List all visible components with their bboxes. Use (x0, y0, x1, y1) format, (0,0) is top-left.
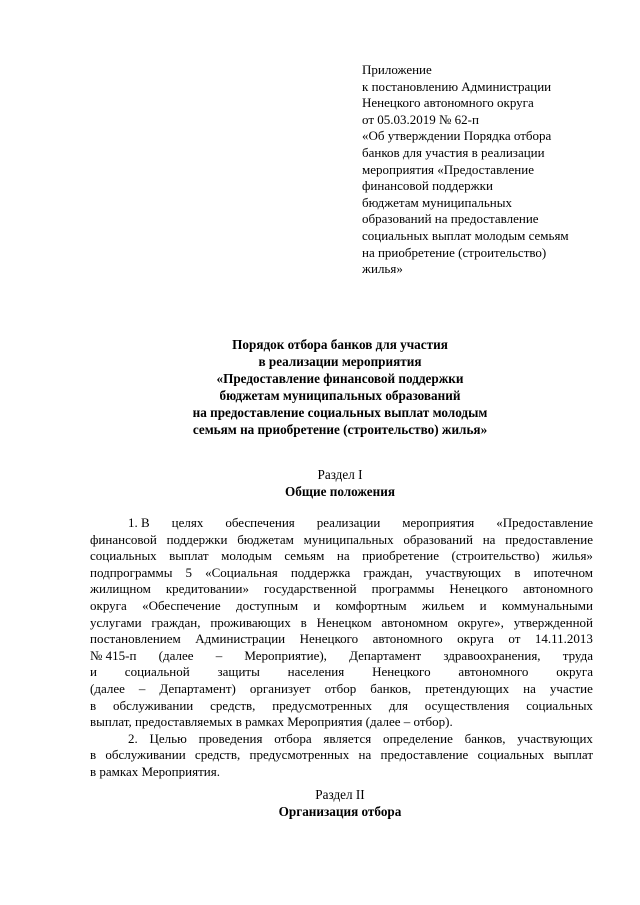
appendix-line: социальных выплат молодым семьям (362, 227, 569, 243)
title-line: на предоставление социальных выплат молодым (192, 405, 488, 420)
title-line: Порядок отбора банков для участия (232, 337, 448, 352)
document-title (90, 336, 590, 438)
appendix-line: «Об утверждении Порядка отбора (362, 128, 552, 144)
appendix-line: от 05.03.2019 № 62-п (362, 111, 479, 127)
section-1-heading (90, 466, 590, 500)
paragraph1-line: в обслуживании средств, предусмотренных для осуществления социальных (90, 697, 593, 713)
appendix-line: на приобретение (строительство) (362, 244, 547, 260)
appendix-line: образований на предоставление (362, 211, 539, 227)
section-2-heading (90, 786, 590, 820)
paragraph1-line: выплат, предоставляемых в рамках Мероприятия (далее – отбор). (90, 714, 453, 730)
appendix-line: жилья» (362, 261, 403, 277)
paragraph1-line: финансовой поддержки бюджетам муниципальных образований на предоставление (90, 531, 593, 547)
paragraph2-line: 2. Целью проведения отбора является определение банков, участвующих (128, 730, 593, 746)
paragraph1-line: подпрограммы 5 «Социальная поддержка граждан, участвующих в ипотечном (90, 564, 593, 580)
appendix-line: мероприятия «Предоставление (362, 161, 534, 177)
appendix-block (362, 62, 602, 278)
paragraph2-line: в рамках Мероприятия. (90, 763, 220, 779)
paragraph1-line: (далее – Департамент) организует отбор банков, претендующих на участие (90, 680, 593, 696)
appendix-line: к постановлению Администрации (362, 78, 552, 94)
section-number: Раздел II (315, 787, 365, 802)
appendix-line: банков для участия в реализации (362, 144, 545, 160)
paragraph2-line: в обслуживании средств, предусмотренных на предоставление социальных выплат (90, 747, 593, 763)
appendix-line: Приложение (362, 62, 432, 77)
paragraph1-line: услугами граждан, проживающих в Ненецком автономном округе», утвержденной (90, 614, 593, 630)
appendix-line: бюджетам муниципальных (362, 194, 512, 210)
title-line: «Предоставление финансовой поддержки (216, 371, 464, 386)
title-line: бюджетам муниципальных образований (219, 388, 461, 403)
paragraph1-line: округа «Обеспечение доступным и комфортным жильем и коммунальными (90, 597, 593, 613)
paragraph1-line: и социальной защиты населения Ненецкого автономного округа (90, 664, 593, 680)
body-text (90, 515, 593, 781)
title-line: в реализации мероприятия (258, 354, 422, 369)
paragraph1-line: 1. В целях обеспечения реализации мероприятия «Предоставление (128, 515, 593, 530)
section-name: Организация отбора (278, 804, 402, 819)
paragraph1-line: № 415-п (далее – Мероприятие), Департамент здравоохранения, труда (90, 647, 593, 663)
paragraph1-line: жилищном кредитовании» государственной программы Ненецкого автономного (90, 581, 593, 597)
appendix-line: Ненецкого автономного округа (362, 95, 534, 111)
section-name: Общие положения (285, 484, 395, 499)
paragraph1-line: социальных выплат молодым семьям на приобретение (строительство) жилья» (90, 548, 593, 564)
section-number: Раздел I (317, 467, 363, 482)
appendix-line: финансовой поддержки (362, 178, 493, 194)
paragraph1-line: постановлением Администрации Ненецкого автономного округа от 14.11.2013 (90, 631, 593, 647)
title-line: семьям на приобретение (строительство) жилья» (192, 422, 488, 437)
